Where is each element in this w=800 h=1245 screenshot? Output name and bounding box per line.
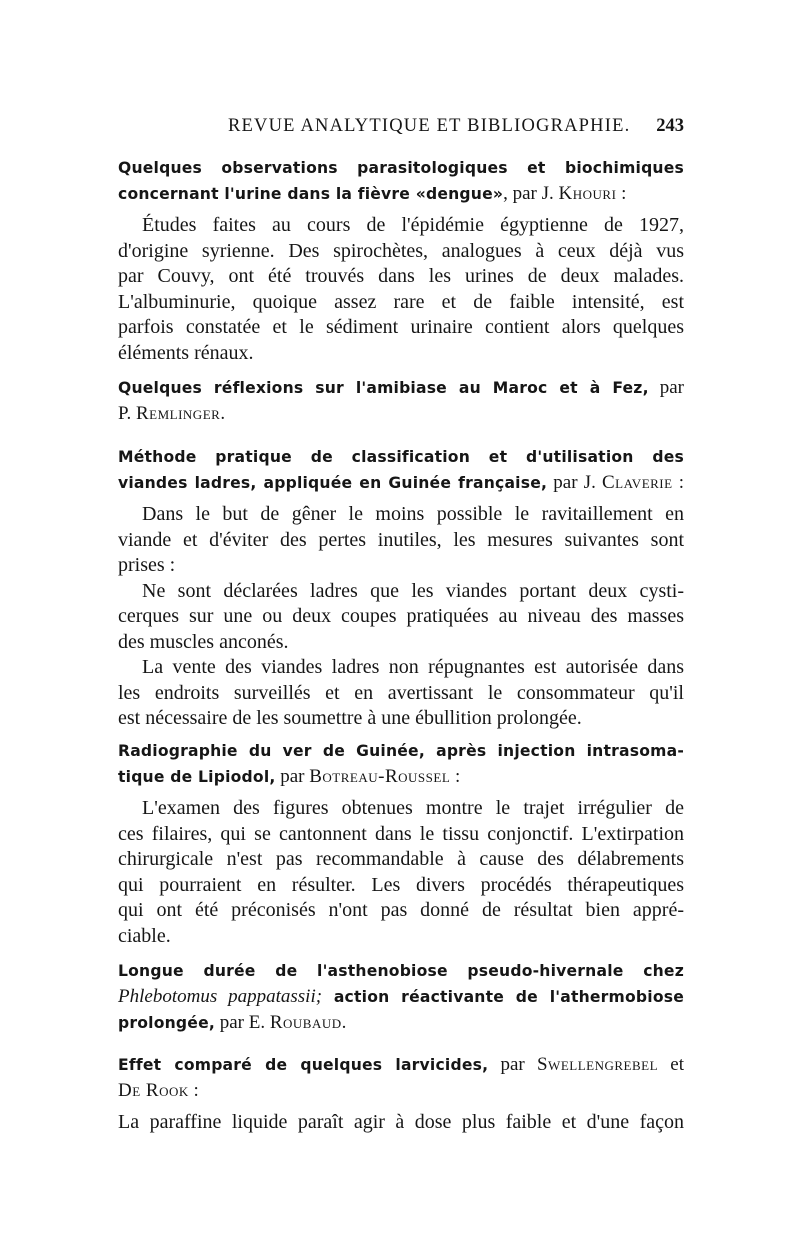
running-head: [118, 116, 684, 144]
article-botreau-roussel: [118, 738, 684, 949]
author-name: Khouri: [558, 183, 617, 204]
author-name: Roubaud: [269, 1012, 342, 1033]
article-title: Radiographie du ver de Guinée, après injection intrasoma-: [118, 742, 684, 760]
article-title: concernant l'urine dans la fièvre «dengue»: [118, 185, 504, 203]
article-heading: Quelques observations parasitologiques et biochimiques concernant l'urine dans la fièvre «dengue», par J. Khouri :: [118, 159, 684, 204]
running-head-title: REVUE ANALYTIQUE ET BIBLIOGRAPHIE.: [228, 116, 631, 136]
article-title: Effet comparé de quelques larvicides,: [118, 1056, 489, 1074]
article-heading: Méthode pratique de classification et d'utilisation des viandes ladres, appliquée en Guinée française, par J. Claverie :: [118, 448, 685, 493]
article-claverie: [118, 444, 684, 732]
article-title: Longue durée de l'asthenobiose pseudo-hivernale chez: [118, 962, 684, 980]
species-name: Phlebotomus pappatassii;: [118, 986, 323, 1007]
author-name: Swellengrebel: [536, 1054, 659, 1075]
article-body: Études faites au cours de l'épidémie égyptienne de 1927, d'origine syrienne. Des spirochètes, analogues à ceux déjà vus par Couvy, ont été trouvés dans les urines de deux malades. L'albuminurie, quoique assez rare et de faible intensité, est parfois constatée et le sédiment urinaire contient alors quelques éléments rénaux.: [118, 214, 684, 364]
article-heading: Radiographie du ver de Guinée, après injection intrasoma- tique de Lipiodol, par Botreau-Roussel :: [118, 742, 684, 787]
article-swellengrebel: [118, 1052, 684, 1136]
article-remlinger: [118, 375, 684, 427]
article-title: tique de Lipiodol,: [118, 768, 276, 786]
author-name: Botreau-Roussel: [309, 766, 451, 787]
article-title: Quelques observations parasitologiques et biochimiques: [118, 159, 684, 177]
article-body: La paraffine liquide paraît agir à dose plus faible et d'une façon: [118, 1111, 684, 1133]
article-body: L'examen des figures obtenues montre le trajet irrégulier de ces filaires, qui se cantonnent dans le tissu conjonctif. L'extirpation chirurgicale n'est pas recommandable à cause des délabrements qui pourraient en résulter. Les divers procédés thérapeutiques qui ont été préconisés n'ont pas donné de résultat bien appré- ciable.: [118, 797, 684, 947]
article-heading: Effet comparé de quelques larvicides, par Swellengrebel et De Rook :: [118, 1054, 684, 1101]
article-title: action réactivante de l'athermobiose: [322, 988, 685, 1006]
article-title: Quelques réflexions sur l'amibiase au Maroc et à Fez,: [118, 379, 649, 397]
article-heading: Longue durée de l'asthenobiose pseudo-hivernale chez Phlebotomus pappatassii; action réactivante de l'athermobiose prolongée, par E. Roubaud.: [118, 962, 685, 1033]
article-title: Méthode pratique de classification et d'utilisation des: [118, 448, 684, 466]
article-title: viandes ladres, appliquée en Guinée française,: [118, 474, 548, 492]
article-title: prolongée,: [118, 1014, 215, 1032]
author-name: De Rook: [118, 1080, 189, 1101]
page-number: 243: [656, 116, 684, 136]
article-heading: Quelques réflexions sur l'amibiase au Maroc et à Fez, par P. Remlinger.: [118, 377, 684, 424]
author-name: Claverie: [601, 472, 673, 493]
author-name: Remlinger: [135, 403, 221, 424]
article-body: Dans le but de gêner le moins possible le ravitaillement en viande et d'éviter des pertes inutiles, les mesures suivantes sont prises : Ne sont déclarées ladres que les viandes portant deux cysti- cerques sur une ou deux coupes pratiquées au niveau des masses des muscles anconés. La vente des viandes ladres non répugnantes est autorisée dans les endroits surveillés et en avertissant le consommateur qu'il est nécessaire de les soumettre à une ébullition prolongée.: [118, 503, 684, 729]
article-roubaud: [118, 958, 684, 1036]
article-khouri: [118, 155, 684, 366]
